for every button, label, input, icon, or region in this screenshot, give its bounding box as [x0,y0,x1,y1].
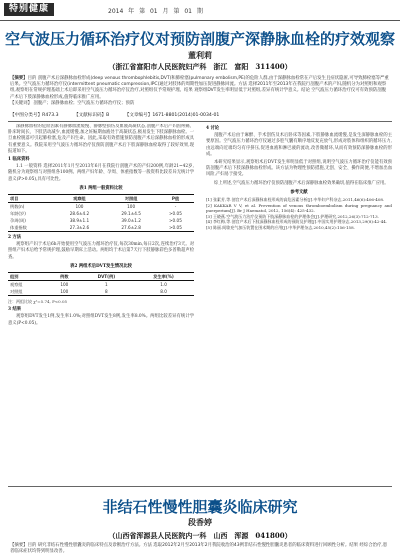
clc-number: 【中图分类号】R473.3 [10,113,59,118]
table-cell: >0.05 [169,218,182,224]
section-text: 观察组DVT发生1例,发生率1.0%;对照组DVT发生8例,发生率8.0%。两组比较差异有统计学意义(P<0.05)。 [8,314,194,326]
table-cell: >0.05 [169,211,182,217]
reference-item: [4] 李红梅,等.剖宫产术后下肢深静脉血栓形成的预防及护理[J].中国实用护理杂志,2013,29(8):42-44. [206,219,388,225]
table-cell: 100 [127,204,136,210]
article-meta [10,112,390,118]
table-cell: 8.0 [160,289,167,295]
article-institution: （浙江省富阳市人民医院妇产科 浙江 富阳 311400） [108,62,292,71]
table-cell: 27.3±2.6 [69,225,90,231]
table2-header: 组别 [10,273,19,279]
table-cell: 1 [105,282,108,288]
table2-header: DVT(例) [97,273,116,279]
table-cell: 28.6±4.2 [69,211,90,217]
issue-info: 2014 年 第 01 月 第 01 期 [108,8,203,15]
table1-header: 对照组 [124,195,138,201]
table1-header: 项目 [10,195,19,201]
right-column [206,124,392,480]
reference-item: [3] 王晓燕.空气波压力治疗仪预防下肢深静脉血栓的护理体会[J].护理研究,2012,26(3):712-713. [206,213,379,219]
table-cell: 27.6±2.8 [121,225,141,231]
article2-abstract: 【摘要】目的 研究非结石性慢性胆囊炎的临床特点及诊断治疗方法。方法 选取2012年2月至2013年2月我院收治的43例非结石性慢性胆囊炎患者的临床资料进行回顾性分析。结果 经综合治疗,患者临床症状均得到明显改善。 [10,543,388,554]
table-row [8,217,194,224]
reference-item: [1] 张素芳,等.剖宫产术后深静脉血栓形成的高危因素分析[J].中华妇产科杂志,2011,46(6):406-408. [206,197,385,203]
table-cell: 100 [75,204,84,210]
table-row [8,203,194,211]
table-cell: 孕周(周) [10,217,26,223]
references-heading: 参考文献 [290,189,308,195]
table2-note: 注：两组比较 χ²=5.74, P<0.05 [8,299,68,305]
table2 [8,272,194,296]
table-cell: - [174,204,177,210]
table2-header: 例数 [60,273,69,279]
discussion-paragraph: 剖腹产术后由于麻醉、手术创伤及术后卧床等因素,下肢静脉血流缓慢,是发生深静脉血栓的主要原因。空气波压力循环治疗仪通过多腔气囊有顺序地反复充放气,形成对肢体和组织的循环压力,由远端向近端均匀有序挤压,促进血液和淋巴液的流动,改善微循环,从而有效预防深静脉血栓的形成。 [206,133,392,157]
article2-institution: （山西省浑源县人民医院内一科 山西 浑源 041800） [108,531,292,540]
table-row [8,210,194,217]
table1-caption: 表1 两组一般资料比较 [79,185,123,191]
table-cell: 100 [60,282,69,288]
keywords: 【关键词】 剖腹产；深静脉血栓；空气波压力循环治疗仪；预防 [10,100,135,106]
article-title: 空气波压力循环治疗仪对预防剖腹产深静脉血栓的疗效观察 [4,30,395,48]
table-cell: 100 [60,289,69,295]
document-code: 【文献标识码】B [73,113,110,118]
article2-author: 段香婷 [188,517,212,527]
table-cell: 1.0 [160,282,167,288]
section-heading: 1 临床资料 [8,157,30,163]
section-text: 1.1 一般资料 选择2011年1月至2013年6月在我院行剖腹产术的产妇200例,年龄21~42岁,随机分为观察组与对照组各100例。两组产妇年龄、孕周、体重指数等一般资料比较差异无统计学意义(P>0.05),具有可比性。 [8,164,194,182]
section-heading: 2 方法 [8,235,22,241]
table1-header: P值 [171,195,180,201]
table2-header: 发生率(%) [153,273,174,279]
section-heading: 3 结果 [8,307,22,313]
table-cell: 例数(n) [10,203,25,209]
section-heading: 4 讨论 [206,126,220,131]
table-cell: 观察组 [10,281,23,287]
table1-header: 观察组 [73,195,86,201]
discussion-paragraph: 本研究结果显示,观察组术后DVT发生率明显低于对照组,说明空气波压力循环治疗仪能有效预防剖腹产术后下肢深静脉血栓形成。该方法为物理性预防措施,无创、安全、操作简便,不增加出血风险,产妇易于接受。 [206,160,392,178]
table-cell: 39.0±1.2 [121,218,141,224]
article2-title: 非结石性慢性胆囊炎临床研究 [102,498,298,516]
discussion-paragraph: 综上所述,空气波压力循环治疗仪预防剖腹产术后深静脉血栓效果确切,值得在临床推广应用。 [214,180,389,186]
reference-item: [2] KAKKAR V V, et al. Prevention of venous thromboembolism during pregnancy and puerperium[J]. Br J Haematol, 2012, 156(4): 425-432. [206,202,392,214]
table-cell: 年龄(岁) [10,210,26,216]
table-row [8,288,194,296]
table-cell: 对照组 [10,288,23,294]
table-cell: 29.1±4.5 [121,211,141,217]
article-author: 董利莉 [188,50,212,60]
reference-item: [5] 陈丽.间歇充气加压装置在围术期的应用[J].中华护理杂志,2010,45(2):156-158. [206,225,355,230]
table-cell: 8 [105,289,108,295]
section-text: 观察组产妇于术后6h开始使用空气波压力循环治疗仪,每次30min,每日2次,连续治疗3天。对照组产妇术后给予常规护理,鼓励早期床上活动。两组均于术后第7天行下肢静脉彩色多普勒超声检查。 [8,242,194,260]
journal-header [0,0,400,21]
journal-logo: 特别健康 [4,3,54,16]
table-row [8,281,194,289]
table2-caption: 表2 两组术后DVT发生情况比较 [70,263,132,269]
table-cell: 38.9±1.1 [69,218,90,224]
article-number: 【文章编号】1671-8801(2014)01-0034-01 [124,113,220,118]
table-row [8,224,194,232]
abstract-label: 【摘要】 [10,76,28,81]
intro-paragraph: 深静脉血栓的危险因素有静脉血流缓慢、静脉壁损伤及血液高凝状态,剖腹产术后产妇因疼痛、卧床时间长、下肢活动减少,血流缓慢,加之妊娠期血液处于高凝状态,极易发生下肢深静脉血栓。一旦血栓脱落可引起肺栓塞,危及产妇生命。因此,采取有效措施预防剖腹产术后深静脉血栓的形成具有重要意义。我院采用空气波压力循环治疗仪预防剖腹产术后下肢深静脉血栓取得了较好效果,现报道如下。 [8,124,194,154]
divider [8,121,392,122]
table1 [8,194,194,232]
divider [8,486,392,487]
table-cell: >0.05 [169,225,182,231]
abstract [10,76,390,107]
table-cell: 体重指数 [10,224,27,230]
left-column [8,124,194,480]
abstract-text: 目的 剖腹产术后深静脉血栓形成(deep venous thrombophlebitis,DVT)和肺栓塞(pulmonary embolism,PE)的危险人群,由于深静脉血栓常在产后发生且症状隐匿,可导致肺栓塞等严重后果。空气波压力循环治疗仪(intermittent pneumatic compression,IPC)通过对肢体的周期性加压促进静脉回流。方法 选择2011年至2013年在我院行剖腹产术的产妇,随机分为对照组和观察组,观察组在常规护理基础上术后即采用空气波压力循环治疗仪治疗,对照组仅予常规护理。结果 观察组DVT发生率明显低于对照组,差异有统计学意义。结论 空气波压力循环治疗仪可有效预防剖腹产术后下肢深静脉血栓形成,值得临床推广应用。 [10,76,389,100]
